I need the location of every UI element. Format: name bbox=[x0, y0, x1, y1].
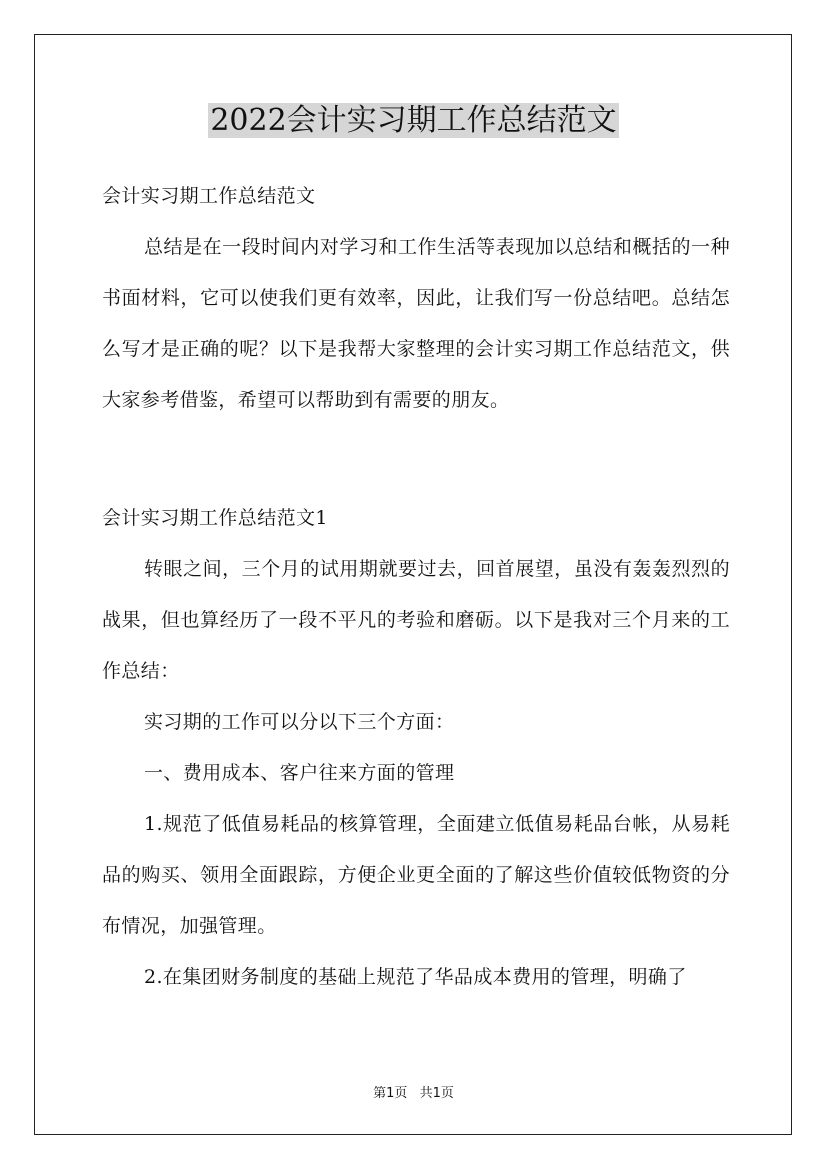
page-number: 第1页 bbox=[373, 1086, 408, 1101]
document-title bbox=[0, 98, 827, 144]
body-paragraph: 1.规范了低值易耗品的核算管理，全面建立低值易耗品台帐，从易耗品的购买、领用全面跟踪，方便企业更全面的了解这些价值较低物资的分布情况，加强管理。 bbox=[102, 813, 730, 937]
body-paragraph: 实习期的工作可以分以下三个方面： bbox=[144, 711, 455, 733]
intro-paragraph: 总结是在一段时间内对学习和工作生活等表现加以总结和概括的一种书面材料，它可以使我们更有效率，因此，让我们写一份总结吧。总结怎么写才是正确的呢？以下是我帮大家整理的会计实习期工作总结范文，供大家参考借鉴，希望可以帮助到有需要的朋友。 bbox=[102, 236, 730, 411]
document-title-text: 2022会计实习期工作总结范文 bbox=[210, 103, 617, 138]
body-paragraph: 一、费用成本、客户往来方面的管理 bbox=[144, 762, 455, 784]
page-total: 共1页 bbox=[419, 1086, 454, 1101]
body-paragraph: 2.在集团财务制度的基础上规范了华品成本费用的管理，明确了 bbox=[144, 966, 687, 988]
document-body bbox=[102, 171, 730, 1003]
body-paragraph: 转眼之间，三个月的试用期就要过去，回首展望，虽没有轰轰烈烈的战果，但也算经历了一段不平凡的考验和磨砺。以下是我对三个月来的工作总结： bbox=[102, 558, 730, 682]
page-footer bbox=[0, 1082, 827, 1101]
section1-heading: 会计实习期工作总结范文1 bbox=[102, 507, 328, 529]
section-gap bbox=[102, 426, 730, 493]
intro-heading: 会计实习期工作总结范文 bbox=[102, 185, 316, 207]
